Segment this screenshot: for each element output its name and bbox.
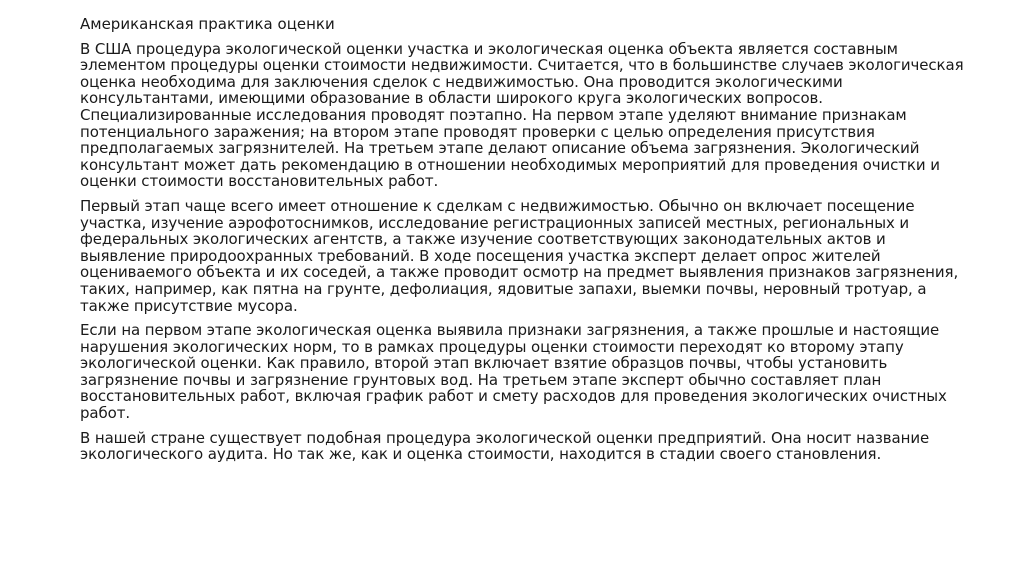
paragraph-our-country: В нашей стране существует подобная процедура экологической оценки предприятий. Она носит название экологического аудита. Но так же, как и оценка стоимости, находится в стадии своего становления. (80, 428, 930, 464)
paragraph-first-stage: Первый этап чаще всего имеет отношение к сделкам с недвижимостью. Обычно он включает посещение участка, изучение аэрофотоснимков, исследование регистрационных записей местных, региональных и федеральных экологических агентств, а также изучение соответствующих законодательных актов и выявление природоохранных требований. В ходе посещения участка эксперт делает опрос жителей оцениваемого объекта и их соседей, а также проводит осмотр на предмет выявления признаков загрязнения, таких, например, как пятна на грунте, дефолиация, ядовитые запахи, выемки почвы, неровный тротуар, а также присутствие мусора. (80, 196, 959, 315)
slide-title: Американская практика оценки (80, 15, 335, 33)
paragraph-us-procedure: В США процедура экологической оценки участка и экологическая оценка объекта является составным элементом процедуры оценки стоимости недвижимости. Считается, что в большинстве случаев экологическая оценка необходима для заключения сделок с недвижимостью. Она проводится экологическими консультантами, имеющими образование в области широкого круга экологических вопросов. Специализированные исследования проводят поэтапно. На первом этапе уделяют внимание признакам потенциального заражения; на втором этапе проводят проверки с целью определения присутствия предполагаемых загрязнителей. На третьем этапе делают описание объема загрязнения. Экологический консультант может дать рекомендацию в отношении необходимых мероприятий для проведения очистки и оценки стоимости восстановительных работ. (80, 39, 964, 191)
paragraph-second-third-stage: Если на первом этапе экологическая оценка выявила признаки загрязнения, а также прошлые и настоящие нарушения экологических норм, то в рамках процедуры оценки стоимости переходят ко второму этапу экологической оценки. Как правило, второй этап включает взятие образцов почвы, чтобы установить загрязнение почвы и загрязнение грунтовых вод. На третьем этапе эксперт обычно составляет план восстановительных работ, включая график работ и смету расходов для проведения экологических очистных работ. (80, 321, 947, 423)
